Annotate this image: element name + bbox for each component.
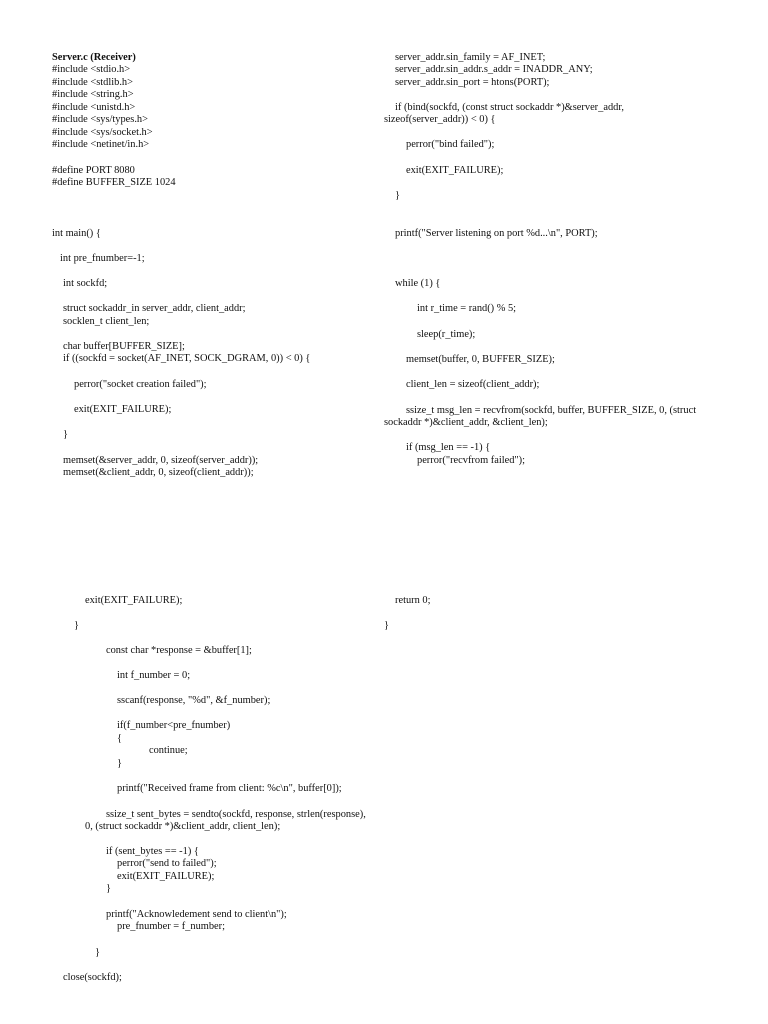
code-line-socket-call: if ((sockfd = socket(AF_INET, SOCK_DGRAM, 0)) < 0) { bbox=[63, 353, 311, 364]
code-line-if-msg-len: if (msg_len == -1) { bbox=[406, 442, 491, 453]
code-line-if-f-number: if(f_number<pre_fnumber) bbox=[117, 720, 231, 731]
code-line-exit-send: exit(EXIT_FAILURE); bbox=[117, 871, 215, 882]
code-line-close-brace-bind: } bbox=[395, 190, 400, 201]
code-line-close-brace-recv: } bbox=[74, 620, 79, 631]
code-line-exit-bind: exit(EXIT_FAILURE); bbox=[406, 165, 504, 176]
code-line-pre-fnumber-assign: pre_fnumber = f_number; bbox=[117, 921, 226, 932]
code-line-response: const char *response = &buffer[1]; bbox=[106, 645, 252, 656]
code-line-while: while (1) { bbox=[395, 278, 441, 289]
code-line-memset-buffer: memset(buffer, 0, BUFFER_SIZE); bbox=[406, 354, 555, 365]
code-line-memset-client: memset(&client_addr, 0, sizeof(client_addr)); bbox=[63, 467, 254, 478]
code-line-include-stdio: #include <stdio.h> bbox=[52, 64, 131, 75]
code-line-struct-sockaddr: struct sockaddr_in server_addr, client_addr; bbox=[63, 303, 246, 314]
code-line-exit-recv: exit(EXIT_FAILURE); bbox=[85, 595, 183, 606]
code-line-sleep: sleep(r_time); bbox=[417, 329, 476, 340]
code-line-include-socket: #include <sys/socket.h> bbox=[52, 127, 153, 138]
code-line-include-netinet: #include <netinet/in.h> bbox=[52, 139, 150, 150]
code-line-close-brace-main: } bbox=[384, 620, 389, 631]
code-line-memset-server: memset(&server_addr, 0, sizeof(server_addr)); bbox=[63, 455, 259, 466]
code-line-include-unistd: #include <unistd.h> bbox=[52, 102, 136, 113]
code-line-exit-socket: exit(EXIT_FAILURE); bbox=[74, 404, 172, 415]
code-line-perror-socket: perror("socket creation failed"); bbox=[74, 379, 207, 390]
code-line-perror-recvfrom: perror("recvfrom failed"); bbox=[417, 455, 526, 466]
code-line-close-sockfd: close(sockfd); bbox=[63, 972, 122, 983]
code-line-r-time: int r_time = rand() % 5; bbox=[417, 303, 517, 314]
code-line-sendto-cont: 0, (struct sockaddr *)&client_addr, client_len); bbox=[85, 821, 281, 832]
code-line-printf-listening: printf("Server listening on port %d...\n", PORT); bbox=[395, 228, 598, 239]
code-line-bind: if (bind(sockfd, (const struct sockaddr *)&server_addr, bbox=[395, 102, 624, 113]
code-line-sscanf: sscanf(response, "%d", &f_number); bbox=[117, 695, 271, 706]
code-line-include-string: #include <string.h> bbox=[52, 89, 134, 100]
code-line-define-port: #define PORT 8080 bbox=[52, 165, 135, 176]
code-line-recvfrom: ssize_t msg_len = recvfrom(sockfd, buffer, BUFFER_SIZE, 0, (struct bbox=[406, 405, 697, 416]
code-line-open-brace: { bbox=[117, 733, 122, 744]
code-line-close-brace-if: } bbox=[117, 758, 122, 769]
code-line-sin-addr: server_addr.sin_addr.s_addr = INADDR_ANY; bbox=[395, 64, 593, 75]
code-line-if-sent-bytes: if (sent_bytes == -1) { bbox=[106, 846, 199, 857]
code-line-close-brace-while: } bbox=[95, 947, 100, 958]
code-line-buffer-decl: char buffer[BUFFER_SIZE]; bbox=[63, 341, 185, 352]
code-line-f-number: int f_number = 0; bbox=[117, 670, 191, 681]
code-line-client-len: client_len = sizeof(client_addr); bbox=[406, 379, 540, 390]
code-line-recvfrom-cont: sockaddr *)&client_addr, &client_len); bbox=[384, 417, 548, 428]
code-line-main: int main() { bbox=[52, 228, 101, 239]
code-line-include-stdlib: #include <stdlib.h> bbox=[52, 77, 133, 88]
code-line-include-types: #include <sys/types.h> bbox=[52, 114, 148, 125]
code-line-sockfd: int sockfd; bbox=[63, 278, 108, 289]
code-line-sendto: ssize_t sent_bytes = sendto(sockfd, response, strlen(response), bbox=[106, 809, 366, 820]
code-line-close-brace: } bbox=[63, 429, 68, 440]
code-line-printf-received: printf("Received frame from client: %c\n", buffer[0]); bbox=[117, 783, 342, 794]
code-line-pre-fnumber: int pre_fnumber=-1; bbox=[60, 253, 145, 264]
code-line-sin-port: server_addr.sin_port = htons(PORT); bbox=[395, 77, 550, 88]
code-line-perror-send: perror("send to failed"); bbox=[117, 858, 217, 869]
code-line-return: return 0; bbox=[395, 595, 431, 606]
code-line-continue: continue; bbox=[149, 745, 188, 756]
code-line-bind-cont: sizeof(server_addr)) < 0) { bbox=[384, 114, 496, 125]
code-line-sin-family: server_addr.sin_family = AF_INET; bbox=[395, 52, 546, 63]
code-line-define-buffer-size: #define BUFFER_SIZE 1024 bbox=[52, 177, 176, 188]
code-line-socklen: socklen_t client_len; bbox=[63, 316, 150, 327]
code-line-printf-ack: printf("Acknowledement send to client\n"); bbox=[106, 909, 287, 920]
document-title: Server.c (Receiver) bbox=[52, 52, 136, 63]
code-line-close-brace-send: } bbox=[106, 883, 111, 894]
code-line-perror-bind: perror("bind failed"); bbox=[406, 139, 495, 150]
